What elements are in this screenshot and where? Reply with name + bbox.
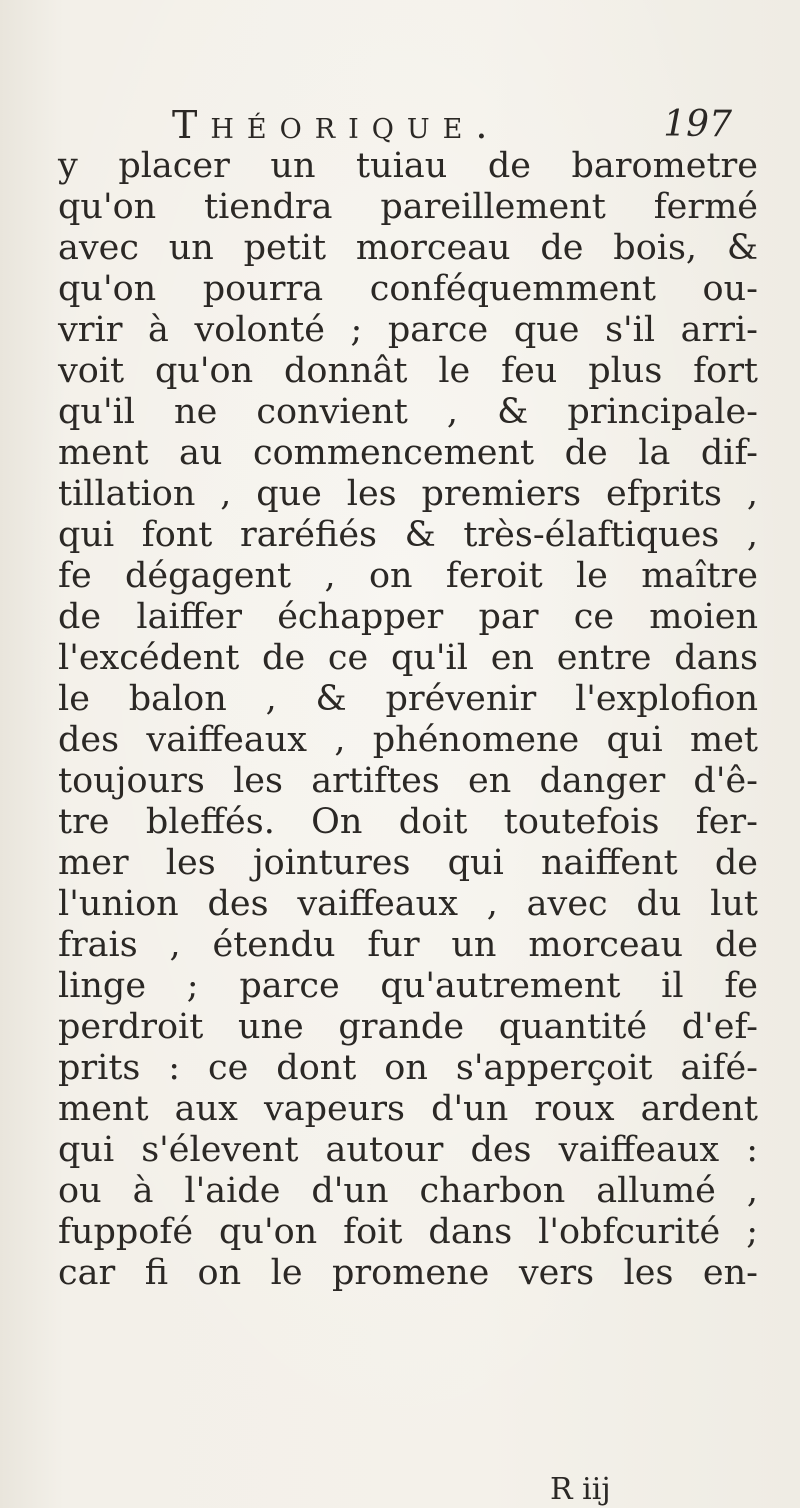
text-line: linge ; parce qu'autrement il fe — [58, 966, 758, 1006]
page-number: 197 — [663, 104, 732, 145]
text-line: tillation , que les premiers efprits , — [58, 474, 758, 514]
signature-mark: R iij — [550, 1472, 611, 1507]
text-line: toujours les artiftes en danger d'ê- — [58, 761, 758, 801]
text-line: y placer un tuiau de barometre — [58, 146, 758, 186]
text-line: tre bleffés. On doit toutefois fer- — [58, 802, 758, 842]
text-line: fe dégagent , on feroit le maître — [58, 556, 758, 596]
text-line: frais , étendu fur un morceau de — [58, 925, 758, 965]
text-line: qu'il ne convient , & principale- — [58, 392, 758, 432]
text-line: fuppofé qu'on foit dans l'obfcurité ; — [58, 1212, 758, 1252]
running-head — [60, 100, 760, 150]
text-line: des vaiffeaux , phénomene qui met — [58, 720, 758, 760]
text-line: perdroit une grande quantité d'ef- — [58, 1007, 758, 1047]
text-line: ment aux vapeurs d'un roux ardent — [58, 1089, 758, 1129]
text-line: vrir à volonté ; parce que s'il arri- — [58, 310, 758, 350]
text-line: car fi on le promene vers les en- — [58, 1253, 758, 1293]
text-line: le balon , & prévenir l'explofion — [58, 679, 758, 719]
text-line: ou à l'aide d'un charbon allumé , — [58, 1171, 758, 1211]
text-line: de laiffer échapper par ce moien — [58, 597, 758, 637]
text-line: qui s'élevent autour des vaiffeaux : — [58, 1130, 758, 1170]
text-line: l'union des vaiffeaux , avec du lut — [58, 884, 758, 924]
text-line: qu'on tiendra pareillement fermé — [58, 187, 758, 227]
text-line: avec un petit morceau de bois, & — [58, 228, 758, 268]
text-line: prits : ce dont on s'apperçoit aifé- — [58, 1048, 758, 1088]
text-line: voit qu'on donnât le feu plus fort — [58, 351, 758, 391]
text-line: qui font raréfiés & très-élaftiques , — [58, 515, 758, 555]
text-line: ment au commencement de la dif- — [58, 433, 758, 473]
text-line: mer les jointures qui naiffent de — [58, 843, 758, 883]
body-text — [58, 146, 758, 1294]
text-line: qu'on pourra conféquemment ou- — [58, 269, 758, 309]
running-title: Théorique. — [172, 103, 501, 147]
text-line: l'excédent de ce qu'il en entre dans — [58, 638, 758, 678]
